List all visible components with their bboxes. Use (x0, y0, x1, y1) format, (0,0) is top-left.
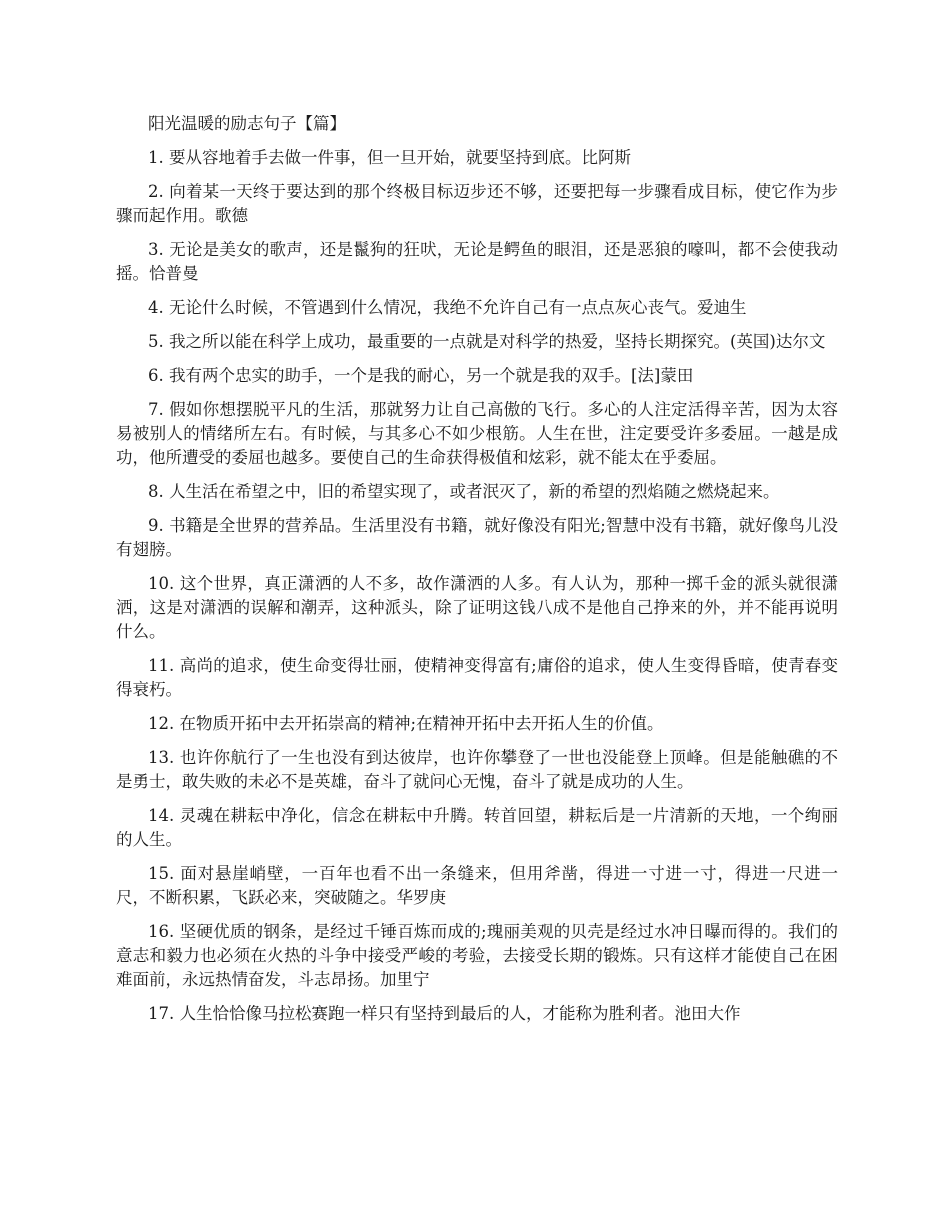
document-title: 阳光温暖的励志句子【篇】 (148, 114, 346, 133)
quote-paragraph-1: 1. 要从容地着手去做一件事，但一旦开始，就要坚持到底。比阿斯 (148, 148, 631, 167)
quote-paragraph-7: 7. 假如你想摆脱平凡的生活，那就努力让自己高傲的飞行。多心的人注定活得辛苦，因为太容易被别人的情绪所左右。有时候，与其多心不如少根筋。人生在世，注定要受许多委屈。一越是成功，他所遭受的委屈也越多。要使自己的生命获得极值和炫彩，就不能太在乎委屈。 (116, 400, 838, 467)
document-page (116, 112, 838, 1036)
quote-paragraph-16: 16. 坚硬优质的钢条，是经过千锤百炼而成的;瑰丽美观的贝壳是经过水冲日曝而得的。我们的意志和毅力也必须在火热的斗争中接受严峻的考验，去接受长期的锻炼。只有这样才能使自己在困难面前，永远热情奋发，斗志昂扬。加里宁 (116, 922, 838, 989)
quote-paragraph-9: 9. 书籍是全世界的营养品。生活里没有书籍，就好像没有阳光;智慧中没有书籍，就好像鸟儿没有翅膀。 (116, 516, 838, 559)
quote-paragraph-6: 6. 我有两个忠实的助手，一个是我的耐心，另一个就是我的双手。[法]蒙田 (148, 366, 694, 385)
quote-paragraph-4: 4. 无论什么时候，不管遇到什么情况，我绝不允许自己有一点点灰心丧气。爱迪生 (148, 298, 747, 317)
quote-paragraph-2: 2. 向着某一天终于要达到的那个终极目标迈步还不够，还要把每一步骤看成目标，使它作为步骤而起作用。歌德 (116, 182, 838, 225)
quote-paragraph-13: 13. 也许你航行了一生也没有到达彼岸，也许你攀登了一世也没能登上顶峰。但是能触礁的不是勇士，敢失败的未必不是英雄，奋斗了就问心无愧，奋斗了就是成功的人生。 (116, 748, 838, 791)
quote-paragraph-10: 10. 这个世界，真正潇洒的人不多，故作潇洒的人多。有人认为，那种一掷千金的派头就很潇洒，这是对潇洒的误解和潮弄，这种派头，除了证明这钱八成不是他自己挣来的外，并不能再说明什么。 (116, 574, 838, 641)
quote-paragraph-15: 15. 面对悬崖峭壁，一百年也看不出一条缝来，但用斧凿，得进一寸进一寸，得进一尺进一尺，不断积累，飞跃必来，突破随之。华罗庚 (116, 864, 838, 907)
quote-paragraph-5: 5. 我之所以能在科学上成功，最重要的一点就是对科学的热爱，坚持长期探究。(英国)达尔文 (148, 332, 826, 351)
quote-paragraph-8: 8. 人生活在希望之中，旧的希望实现了，或者泯灭了，新的希望的烈焰随之燃烧起来。 (148, 482, 780, 501)
quote-paragraph-14: 14. 灵魂在耕耘中净化，信念在耕耘中升腾。转首回望，耕耘后是一片清新的天地，一个绚丽的人生。 (116, 806, 838, 849)
quote-paragraph-12: 12. 在物质开拓中去开拓崇高的精神;在精神开拓中去开拓人生的价值。 (148, 714, 664, 733)
quote-paragraph-11: 11. 高尚的追求，使生命变得壮丽，使精神变得富有;庸俗的追求，使人生变得昏暗，使青春变得衰朽。 (116, 656, 838, 699)
quote-paragraph-3: 3. 无论是美女的歌声，还是鬣狗的狂吠，无论是鳄鱼的眼泪，还是恶狼的嚎叫，都不会使我动摇。恰普曼 (116, 240, 838, 283)
quote-paragraph-17: 17. 人生恰恰像马拉松赛跑一样只有坚持到最后的人，才能称为胜利者。池田大作 (148, 1004, 741, 1023)
